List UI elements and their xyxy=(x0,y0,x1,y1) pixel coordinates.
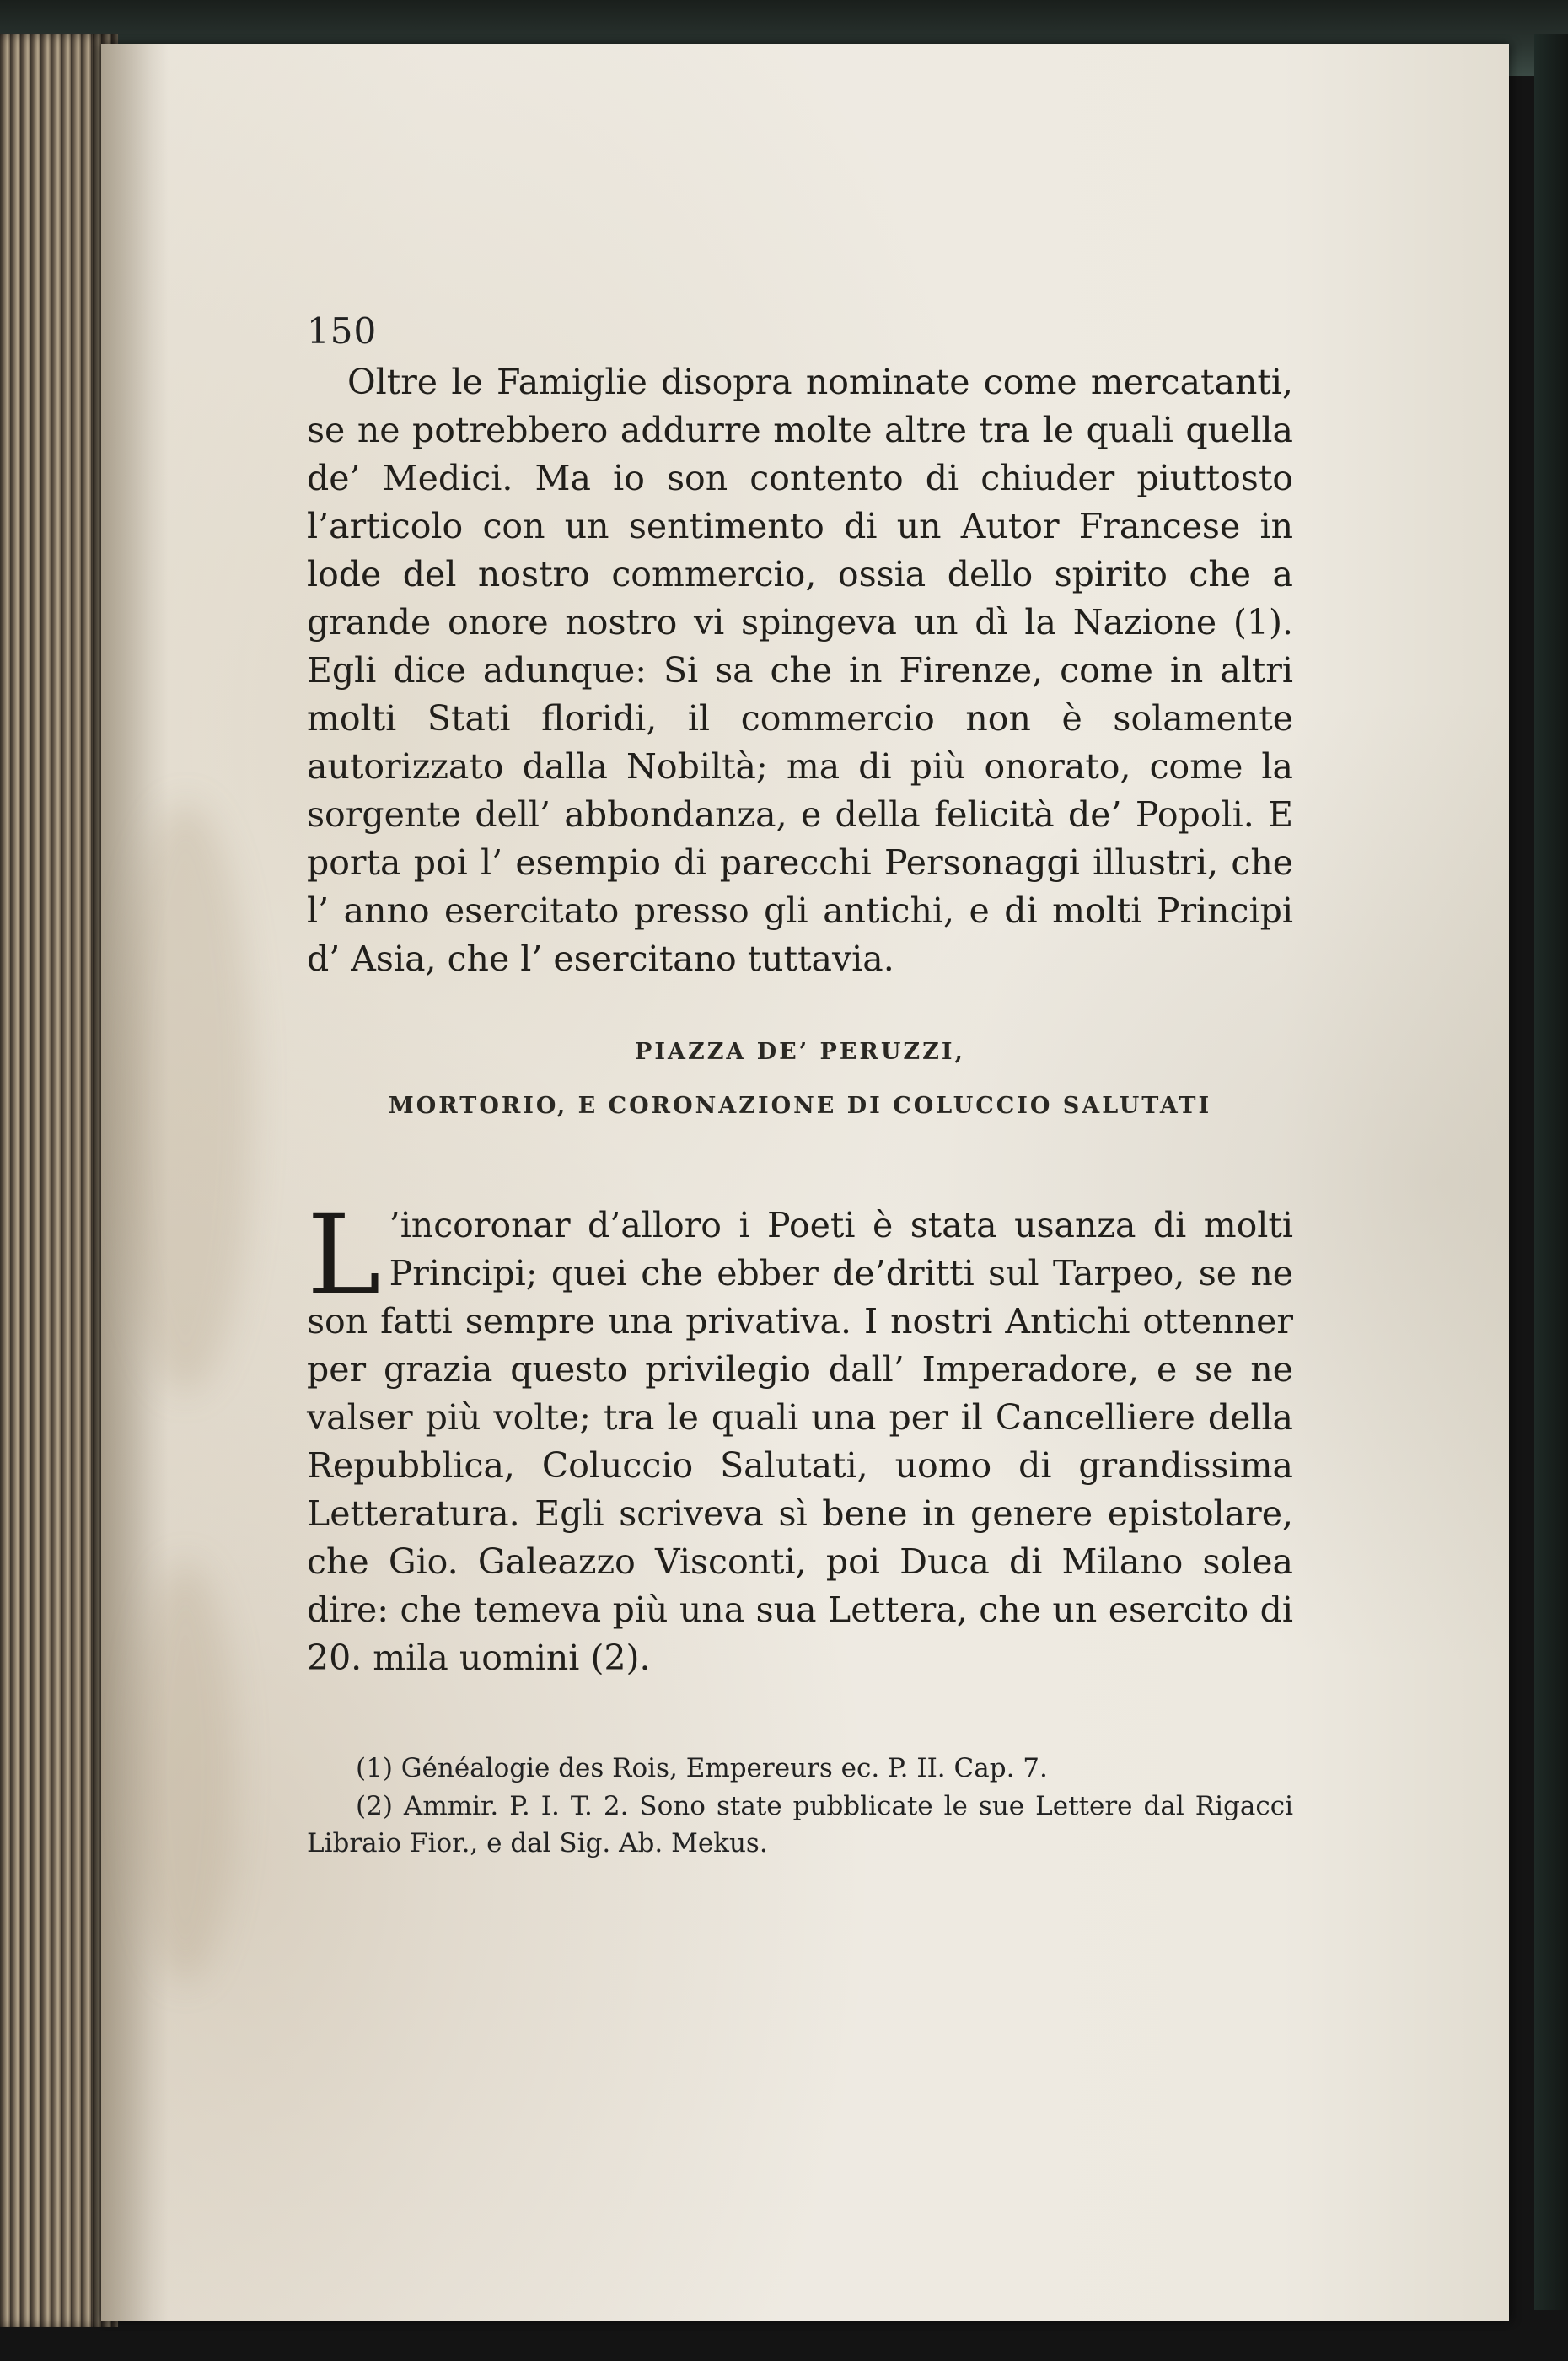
paragraph-commerce: Oltre le Famiglie disopra nominate come mercatanti, se ne potrebbero addurre molte altre tra le quali quella de’ Medici. Ma io son contento di chiuder piuttosto l’articolo con un sentimento di un Autor Francese in lode del nostro commercio, ossia dello spirito che a grande onore nostro vi spingeva un dì la Nazione (1). Egli dice adunque: Si sa che in Firenze, come in altri molti Stati floridi, il commercio non è solamente autorizzato dalla Nobiltà; ma di più onorato, come la sorgente dell’ abbondanza, e della felicità de’ Popoli. E porta poi l’ esempio di parecchi Personaggi illustri, che l’ anno esercitato presso gli antichi, e di molti Principi d’ Asia, che l’ esercitano tuttavia. xyxy=(307,362,1293,979)
footnote-1: (1) Généalogie des Rois, Empereurs ec. P. II. Cap. 7. xyxy=(356,1753,1048,1783)
footnote-2: (2) Ammir. P. I. T. 2. Sono state pubblicate le sue Lettere dal Rigacci Libraio Fior., e dal Sig. Ab. Mekus. xyxy=(307,1791,1293,1858)
paper-stain xyxy=(118,803,253,1393)
section-heading-place: PIAZZA DE’ PERUZZI, xyxy=(635,1039,965,1065)
book-page-edges xyxy=(0,34,118,2327)
paragraph-coronation xyxy=(307,1191,1293,1682)
paragraph-coronation-text: ’incoronar d’alloro i Poeti è stata usanza di molti Principi; quei che ebber de’dritti sul Tarpeo, se ne son fatti sempre una privativa. I nostri Antichi ottenner per grazia questo privilegio dall’ Imperadore, e se ne valser più volte; tra le quali una per il Cancelliere della Repubblica, Coluccio Salutati, uomo di grandissima Letteratura. Egli scriveva sì bene in genere epistolare, che Gio. Galeazzo Visconti, poi Duca di Milano solea dire: che temeva più una sua Lettera, che un esercito di 20. mila uomini (2). xyxy=(307,1205,1293,1678)
paper-stain xyxy=(135,1562,236,1983)
page-number: 150 xyxy=(307,310,378,352)
section-heading-title: MORTORIO, E CORONAZIONE DI COLUCCIO SALUTATI xyxy=(388,1093,1212,1119)
drop-cap: L xyxy=(307,1191,381,1320)
scan-background-right xyxy=(1534,34,1568,2310)
